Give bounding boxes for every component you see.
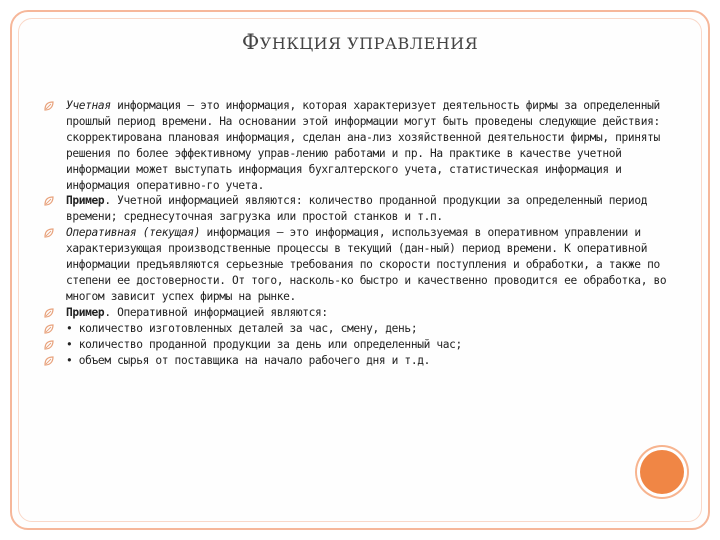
list-item bbox=[44, 353, 672, 369]
slide-title bbox=[0, 30, 720, 54]
list-item bbox=[44, 193, 672, 225]
leaf-bullet-icon bbox=[44, 340, 54, 350]
list-item bbox=[44, 305, 672, 321]
leaf-bullet-icon bbox=[44, 101, 54, 111]
paragraph-text: информация — это информация, которая характеризует деятельность фирмы за определенный прошлый период времени. На основании этой информации могут быть проведены следующие действия: скорректирована плановая информация, сделан ана-лиз хозяйственной деятельности фирмы, приняты решения по более эффективному управ-лению работами и пр. На практике в качестве учетной информации может выступать информация бухгалтерского учета, статистическая информация и информация оперативно-го учета. bbox=[66, 99, 660, 192]
paragraph-text: . Оперативной информацией являются: bbox=[104, 305, 328, 319]
leaf-bullet-icon bbox=[44, 356, 54, 366]
slide-body bbox=[44, 98, 672, 368]
paragraph-text: . Учетной информацией являются: количество проданной продукции за определенный период времени; среднесуточная загрузка или простой станков и т.п. bbox=[66, 194, 648, 224]
leaf-bullet-icon bbox=[44, 196, 54, 206]
paragraph-text: • количество проданной продукции за день или определенный час; bbox=[66, 337, 462, 351]
example-label: Пример bbox=[66, 194, 105, 208]
slide-title-rest: УНКЦИЯ УПРАВЛЕНИЯ bbox=[259, 34, 479, 53]
term-label: Учетная bbox=[66, 99, 111, 112]
term-label: Оперативная (текущая) bbox=[66, 226, 201, 240]
decorative-circle bbox=[640, 450, 684, 494]
example-label: Пример bbox=[66, 305, 105, 319]
paragraph-text: • объем сырья от поставщика на начало рабочего дня и т.д. bbox=[66, 353, 430, 367]
list-item bbox=[44, 337, 672, 353]
paragraph-text: • количество изготовленных деталей за час, смену, день; bbox=[66, 321, 418, 335]
leaf-bullet-icon bbox=[44, 228, 54, 238]
leaf-bullet-icon bbox=[44, 308, 54, 318]
list-item bbox=[44, 321, 672, 337]
list-item bbox=[44, 225, 672, 305]
paragraph-text: информация — это информация, используемая в оперативном управлении и характеризующая производственные процессы в текущий (дан-ный) период времени. К оперативной информации предъявляются серьезные требования по скорости поступления и обработки, а также по степени ее достоверности. От того, насколь-ко быстро и качественно проводится ее обработка, во многом зависит успех фирмы на рынке. bbox=[66, 226, 667, 303]
slide-title-initial: Ф bbox=[241, 30, 260, 54]
list-item bbox=[44, 98, 672, 193]
leaf-bullet-icon bbox=[44, 324, 54, 334]
